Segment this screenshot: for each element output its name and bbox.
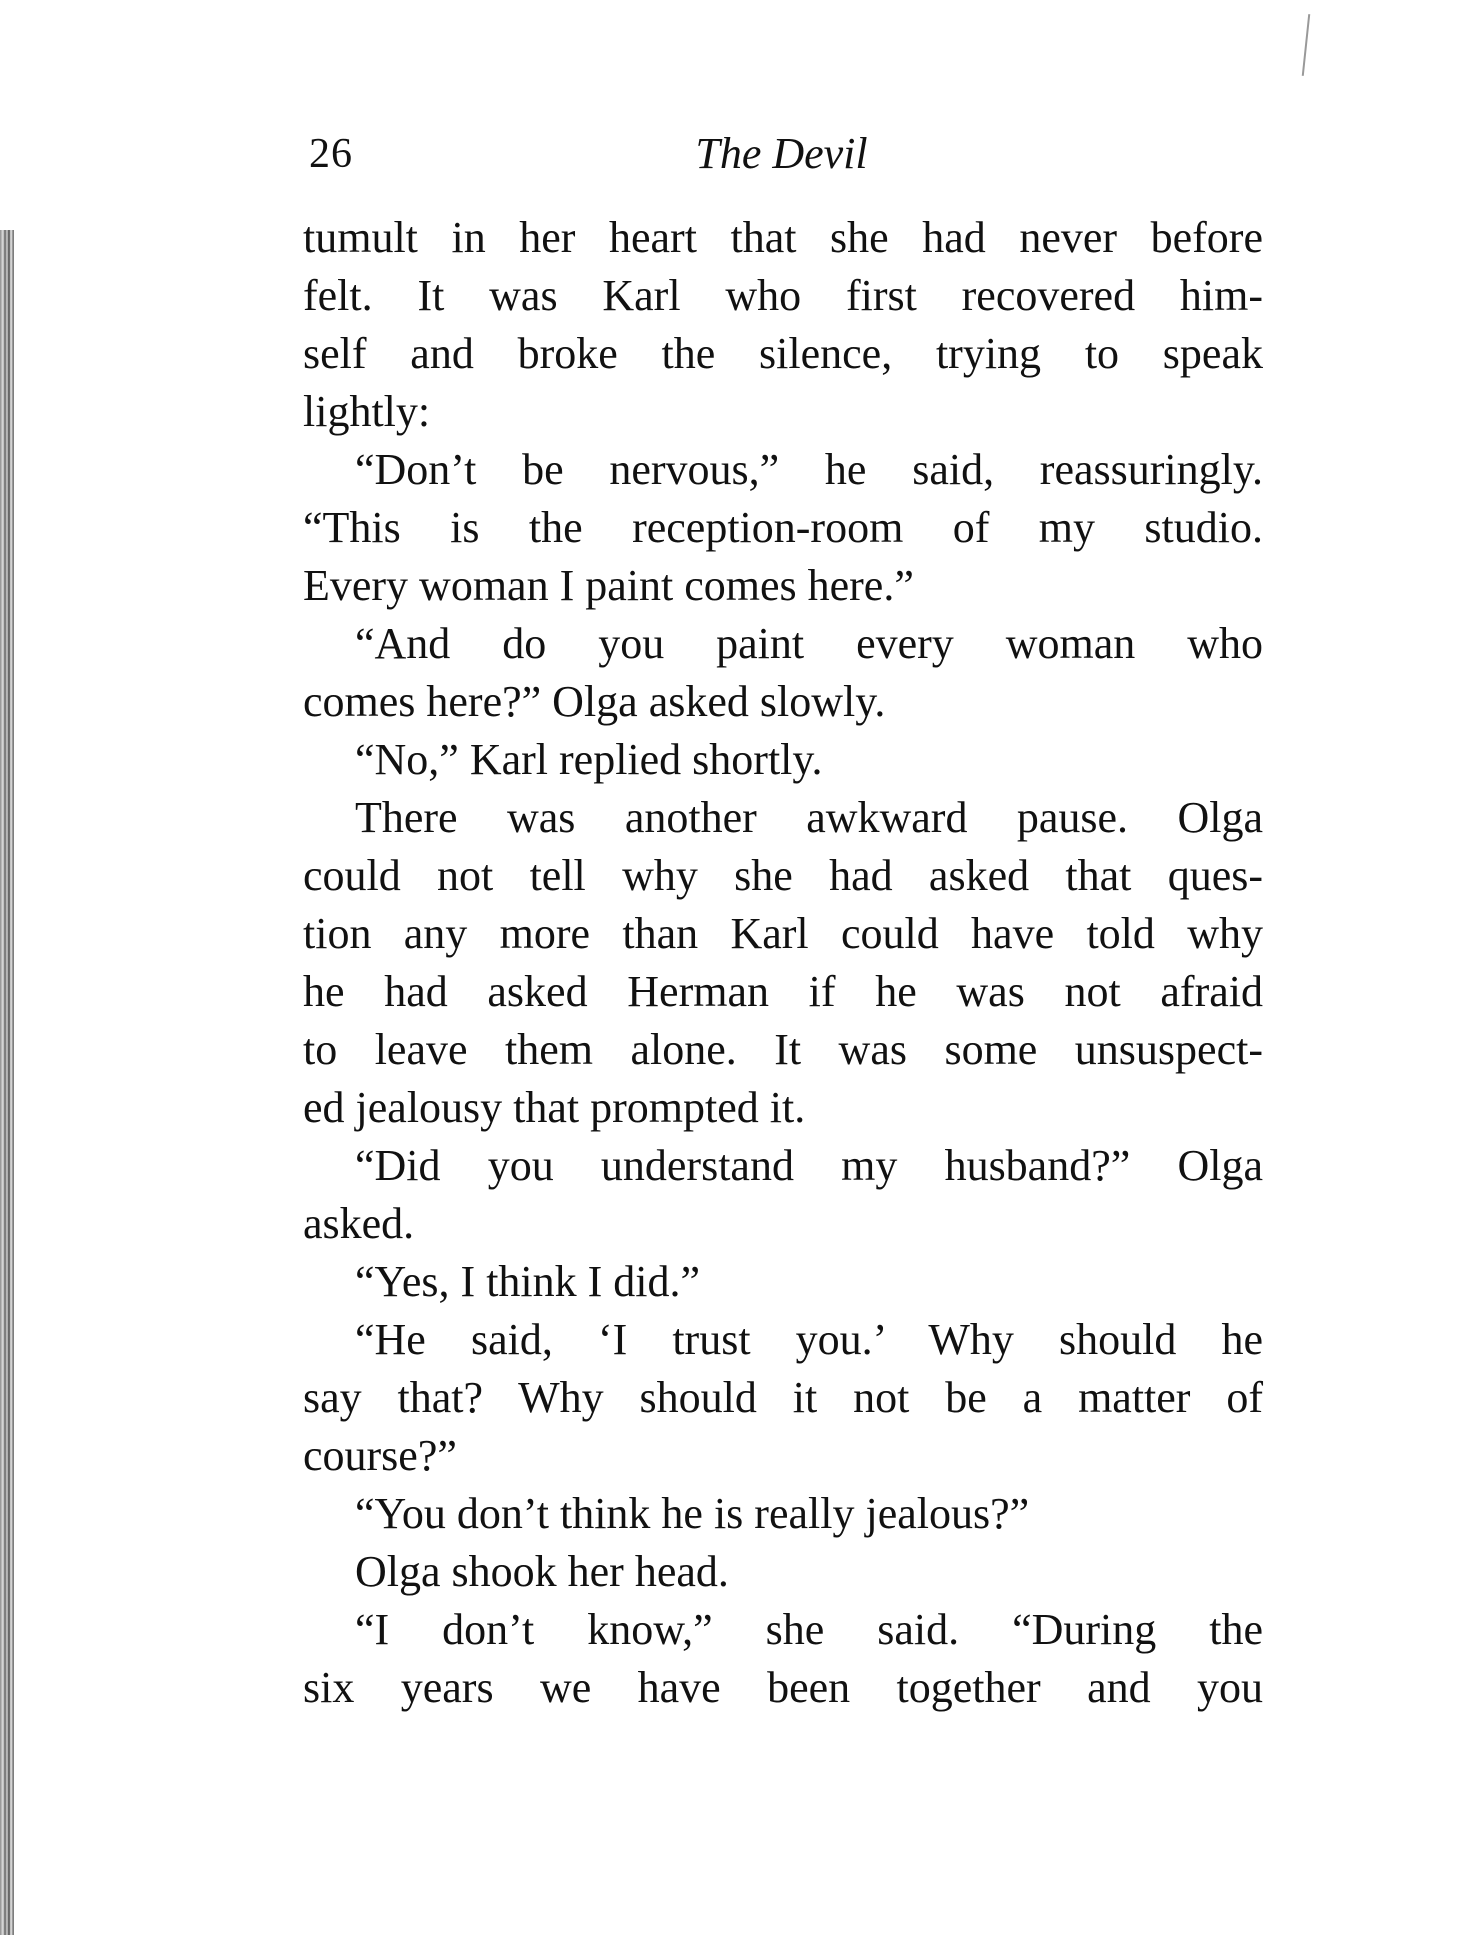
page-number: 26 <box>309 131 353 177</box>
text-line: tumult in her heart that she had never before <box>303 213 1263 262</box>
text-line: “You don’t think he is really jealous?” <box>355 1489 1030 1538</box>
text-line: comes here?” Olga asked slowly. <box>303 677 886 726</box>
text-line: Olga shook her head. <box>355 1547 729 1596</box>
text-line: felt. It was Karl who first recovered him- <box>303 271 1263 320</box>
text-line: ed jealousy that prompted it. <box>303 1083 806 1132</box>
text-line: “Did you understand my husband?” Olga <box>355 1141 1263 1190</box>
text-line: he had asked Herman if he was not afraid <box>303 967 1263 1016</box>
text-line: asked. <box>303 1199 415 1248</box>
text-line: “No,” Karl replied shortly. <box>355 735 823 784</box>
text-line: self and broke the silence, trying to speak <box>303 329 1263 378</box>
text-line: to leave them alone. It was some unsuspect- <box>303 1025 1263 1074</box>
text-line: course?” <box>303 1431 457 1480</box>
text-line: could not tell why she had asked that ques- <box>303 851 1263 900</box>
text-line: six years we have been together and you <box>303 1663 1263 1712</box>
body-text <box>303 209 1263 1717</box>
text-line: “He said, ‘I trust you.’ Why should he <box>355 1315 1263 1364</box>
text-line: “Don’t be nervous,” he said, reassuringly. <box>355 445 1263 494</box>
text-line: “I don’t know,” she said. “During the <box>355 1605 1263 1654</box>
text-line: “This is the reception-room of my studio. <box>303 503 1263 552</box>
text-line: Every woman I paint comes here.” <box>303 561 914 610</box>
text-line: “And do you paint every woman who <box>355 619 1263 668</box>
binding-edge <box>0 230 14 1935</box>
text-line: “Yes, I think I did.” <box>355 1257 701 1306</box>
running-title: The Devil <box>695 129 868 178</box>
scan-mark <box>1302 14 1310 76</box>
text-line: lightly: <box>303 387 431 436</box>
text-line: tion any more than Karl could have told why <box>303 909 1263 958</box>
text-line: say that? Why should it not be a matter of <box>303 1373 1263 1422</box>
running-head <box>309 124 1254 184</box>
text-line: There was another awkward pause. Olga <box>355 793 1263 842</box>
